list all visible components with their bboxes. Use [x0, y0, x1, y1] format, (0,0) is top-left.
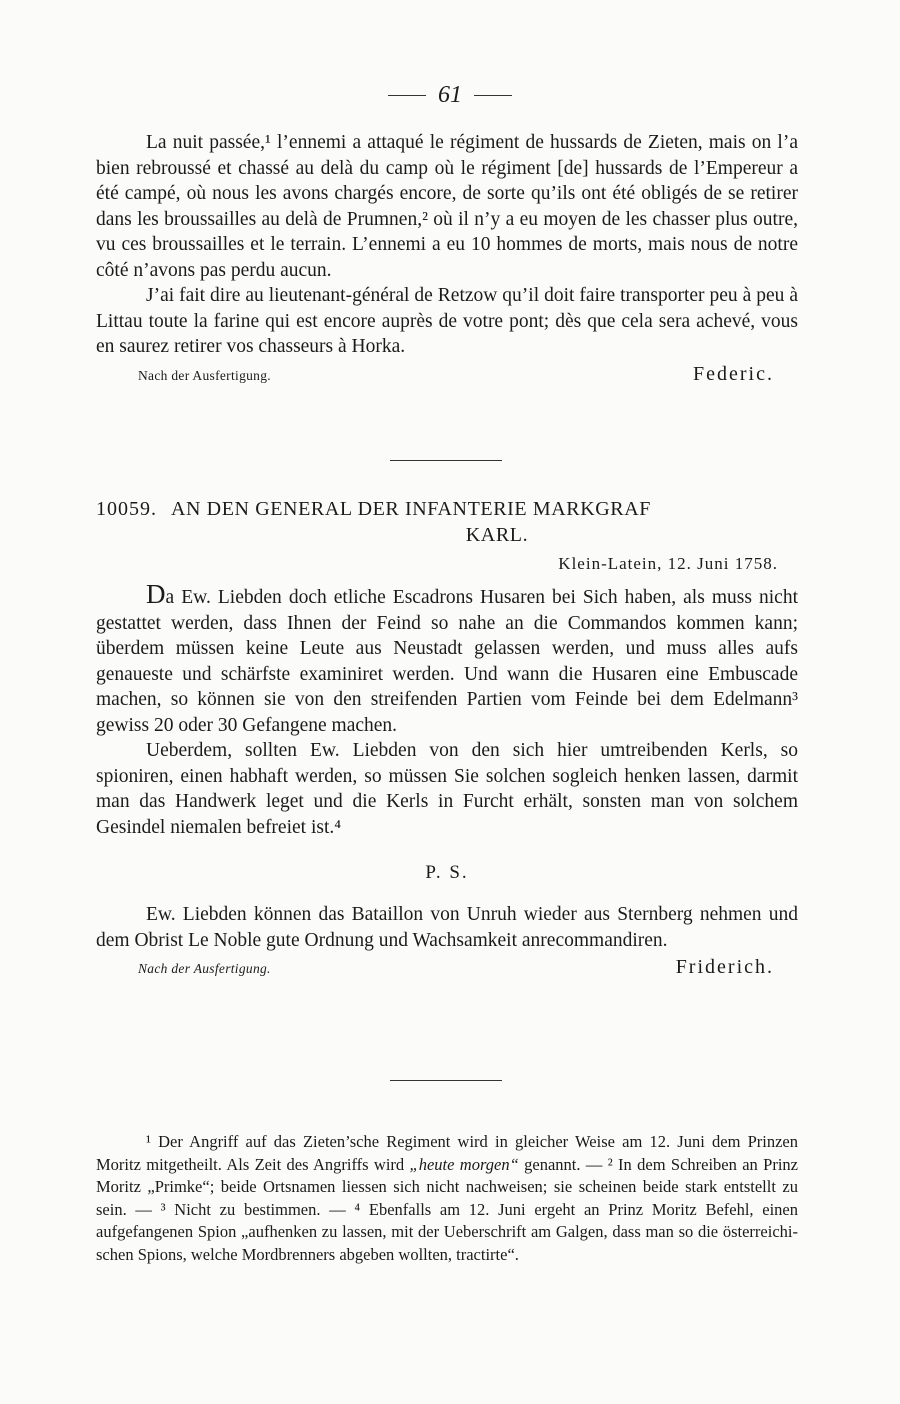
header-dash-left [388, 95, 426, 96]
footnotes [96, 1131, 798, 1266]
source-note: Nach der Ausfertigung. [138, 367, 271, 383]
footnote-part: ¹ Der Angriff auf das Zieten’sche Regiment wird in gleicher Weise am 12. Juni dem Prinzen Moritz mitgetheilt. Als Zeit des Angriffs wird [96, 1132, 798, 1174]
footnote-part: genannt. — ² In dem Schreiben an Prinz Moritz „Primke“; beide Ortsnamen liessen sich nicht nachweisen; sie scheinen beide stark entstellt zu sein. — ³ Nicht zu bestimmen. — ⁴ Ebenfalls am 12. Juni ergeht an Prinz Moritz Befehl, einen aufgefangenen Spion „aufhenken zu lassen, mit der Ueberschrift am Galgen, dass man so die österreichischen Spions, welche Mordbrenners abgeben wollten, tractirte“. [96, 1154, 798, 1264]
section-divider [390, 460, 502, 461]
letter-2-closing [96, 956, 798, 979]
letter-1-closing [96, 363, 798, 386]
postscript-label: P. S. [425, 862, 469, 883]
header-dash-right [474, 95, 512, 96]
footnote-quote: „heute morgen“ [409, 1154, 519, 1174]
document-number: 10059. [96, 498, 157, 520]
signature: Friderich. [675, 956, 774, 978]
signature: Federic. [693, 362, 774, 385]
page-header [0, 82, 900, 109]
letter-heading [96, 496, 798, 548]
place-date: Klein-Latein, 12. Juni 1758. [558, 554, 778, 573]
postscript-text: Ew. Liebden können das Bataillon von Unruh wieder aus Sternberg nehmen und dem Obrist Le Noble gute Ordnung und Wachsamkeit anrecommandiren. [96, 904, 798, 951]
letter-1-paragraph-2: J’ai fait dire au lieutenant-général de Retzow qu’il doit faire transporter peu à peu à Littau toute la farine qui est encore auprès de votre pont; dès que cela sera achevé, vous en saurez retirer vos chasseurs à Horka. [96, 285, 798, 357]
letter-1 [96, 130, 798, 386]
drop-cap: D [146, 579, 166, 609]
letter-2-paragraph-1 [96, 579, 798, 738]
heading-line-1: AN DEN GENERAL DER INFANTERIE MARKGRAF [171, 498, 652, 520]
heading-line-2: KARL. [465, 524, 529, 546]
source-note: Nach der Ausfertigung. [138, 961, 271, 976]
letter-1-paragraph-1: La nuit passée,¹ l’ennemi a attaqué le régiment de hussards de Zieten, mais on l’a bien rebroussé et chassé au delà du camp où le régiment [de] hussards de l’Empereur a été campé, où nous les avons chargés encore, de sorte qu’ils ont été obligés de se retirer dans les broussailles au delà de Prumnen,² où il n’y a eu moyen de les chasser plus outre, vu ces broussailles et le terrain. L’ennemi a eu 10 hommes de morts, mais nous de notre côté n’avons pas perdu aucun. [96, 132, 798, 281]
letter-2 [96, 496, 798, 979]
page-number: 61 [438, 82, 462, 108]
letter-2-paragraph-1-text: a Ew. Liebden doch etliche Escadrons Husaren bei Sich haben, als muss nicht gestattet werden, dass Ihnen der Feind so nahe an die Commandos kommen kann; überdem müssen keine Leute aus Neustadt gelassen werden, und muss alles aufs genaueste und schärfste examiniret werden. Und wann die Husaren eine Embuscade machen, so können sie von den streifenden Partien vom Feinde bei dem Edelmann³ gewiss 20 oder 30 Gefangene machen. [96, 587, 798, 736]
section-divider [390, 1080, 502, 1081]
footnote-text [96, 1131, 798, 1266]
letter-2-paragraph-2: Ueberdem, sollten Ew. Liebden von den sich hier umtreibenden Kerls, so spioniren, einen habhaft werden, so müssen Sie solchen sogleich henken lassen, darmit man das Handwerk leget und die Kerls in Furcht erhält, sonsten man von solchem Gesindel niemalen befreiet ist.⁴ [96, 740, 798, 838]
